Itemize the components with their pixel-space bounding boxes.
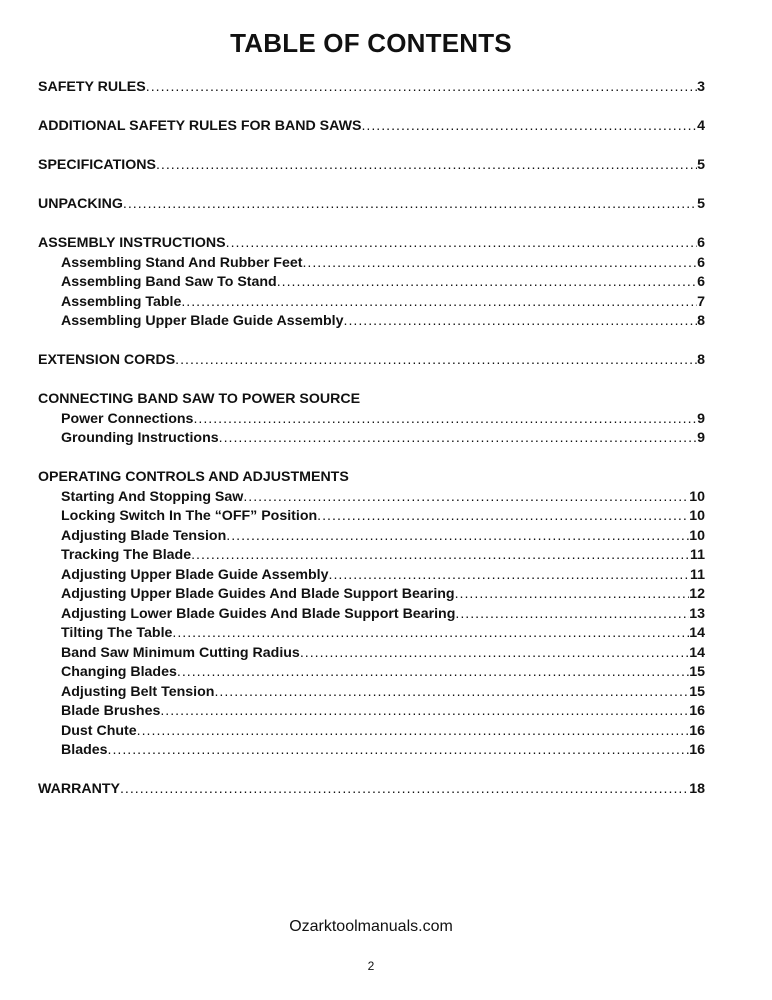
dot-leader: [108, 741, 690, 761]
toc-subentry-label: Assembling Stand And Rubber Feet: [61, 254, 303, 271]
dot-leader: [191, 546, 690, 566]
toc-subentry: [38, 566, 705, 586]
toc-subentry: [38, 546, 705, 566]
toc-page-number: 8: [697, 352, 705, 368]
toc-subentry-label: Assembling Upper Blade Guide Assembly: [61, 313, 344, 329]
toc-page-number: 8: [697, 313, 705, 329]
toc-entry-label: CONNECTING BAND SAW TO POWER SOURCE: [38, 391, 361, 407]
toc-entry: [38, 117, 705, 137]
toc-page-number: 15: [689, 683, 705, 700]
toc-subentry: [38, 644, 705, 664]
table-of-contents: [38, 78, 705, 819]
toc-entry-label: EXTENSION CORDS: [38, 352, 176, 368]
toc-entry-label: SPECIFICATIONS: [38, 157, 156, 173]
dot-leader: [317, 507, 689, 527]
page-title: TABLE OF CONTENTS: [230, 28, 512, 58]
toc-page-number: 10: [689, 527, 705, 544]
toc-page-number: 16: [689, 722, 705, 739]
dot-leader: [277, 273, 697, 293]
toc-subentry-label: Band Saw Minimum Cutting Radius: [61, 644, 300, 661]
dot-leader: [193, 410, 697, 430]
dot-leader: [302, 254, 697, 274]
toc-page-number: 14: [689, 644, 705, 661]
toc-section: [38, 234, 705, 332]
toc-entry-label: OPERATING CONTROLS AND ADJUSTMENTS: [38, 469, 349, 485]
toc-subentry: [38, 585, 705, 605]
toc-subentry-label: Starting And Stopping Saw: [61, 488, 244, 505]
toc-section: [38, 351, 705, 371]
toc-subentry: [38, 312, 705, 332]
toc-subentry-label: Blade Brushes: [61, 703, 161, 719]
toc-page-number: 11: [690, 566, 705, 583]
toc-entry-label: SAFETY RULES: [38, 79, 146, 95]
toc-entry: [38, 468, 705, 488]
toc-subentry: [38, 605, 705, 625]
toc-entry: [38, 234, 705, 254]
toc-subentry-label: Tracking The Blade: [61, 547, 192, 563]
toc-subentry: [38, 273, 705, 293]
dot-leader: [300, 644, 689, 664]
dot-leader: [226, 527, 689, 547]
toc-page-number: 15: [689, 664, 705, 680]
toc-subentry-label: Assembling Band Saw To Stand: [61, 274, 277, 290]
dot-leader: [329, 566, 690, 586]
dot-leader: [455, 585, 690, 605]
toc-section: [38, 780, 705, 800]
toc-page-number: 5: [697, 157, 705, 173]
toc-subentry-label: Blades: [61, 742, 108, 758]
toc-page-number: 3: [697, 79, 705, 95]
toc-page-number: 6: [697, 274, 705, 290]
toc-subentry-label: Grounding Instructions: [61, 430, 219, 446]
toc-subentry-label: Changing Blades: [61, 664, 177, 680]
toc-entry: [38, 156, 705, 176]
toc-page-number: 6: [697, 235, 705, 251]
dot-leader: [120, 780, 689, 800]
dot-leader: [344, 312, 698, 332]
toc-section: [38, 390, 705, 449]
dot-leader: [455, 605, 689, 625]
dot-leader: [361, 117, 697, 137]
dot-leader: [214, 683, 689, 703]
toc-page-number: 6: [697, 254, 705, 271]
toc-entry: [38, 78, 705, 98]
toc-subentry: [38, 293, 705, 313]
dot-leader: [226, 234, 697, 254]
dot-leader: [219, 429, 697, 449]
toc-subentry: [38, 683, 705, 703]
toc-page-number: 9: [697, 410, 705, 427]
toc-subentry-label: Power Connections: [61, 410, 194, 427]
toc-entry-label: WARRANTY: [38, 781, 120, 797]
dot-leader: [137, 722, 690, 742]
toc-page-number: 16: [689, 742, 705, 758]
toc-entry: [38, 390, 705, 410]
toc-page-number: 14: [689, 625, 705, 641]
dot-leader: [156, 156, 697, 176]
toc-subentry: [38, 488, 705, 508]
toc-entry: [38, 780, 705, 800]
toc-subentry-label: Adjusting Upper Blade Guides And Blade Support Bearing: [61, 586, 455, 602]
toc-section: [38, 195, 705, 215]
toc-page-number: 16: [689, 703, 705, 719]
toc-subentry-label: Tilting The Table: [61, 625, 173, 641]
toc-section: [38, 117, 705, 137]
toc-subentry-label: Locking Switch In The “OFF” Position: [61, 508, 318, 524]
dot-leader: [243, 488, 689, 508]
toc-subentry: [38, 663, 705, 683]
toc-subentry: [38, 624, 705, 644]
dot-leader: [181, 293, 697, 313]
toc-subentry-label: Adjusting Belt Tension: [61, 683, 215, 700]
dot-leader: [177, 663, 689, 683]
toc-subentry-label: Adjusting Upper Blade Guide Assembly: [61, 566, 329, 583]
toc-entry-label: ADDITIONAL SAFETY RULES FOR BAND SAWS: [38, 118, 362, 134]
toc-page-number: 18: [689, 781, 705, 797]
dot-leader: [160, 702, 689, 722]
toc-entry-label: ASSEMBLY INSTRUCTIONS: [38, 235, 226, 251]
toc-page-number: 12: [689, 586, 705, 602]
toc-entry-label: UNPACKING: [38, 196, 123, 212]
dot-leader: [175, 351, 697, 371]
toc-entry: [38, 351, 705, 371]
toc-subentry: [38, 254, 705, 274]
toc-page-number: 10: [689, 508, 705, 524]
toc-page-number: 13: [689, 605, 705, 622]
toc-page-number: 10: [689, 488, 705, 505]
toc-page-number: 11: [690, 547, 705, 563]
toc-subentry-label: Adjusting Lower Blade Guides And Blade Support Bearing: [61, 605, 456, 622]
toc-subentry: [38, 722, 705, 742]
toc-subentry: [38, 507, 705, 527]
toc-section: [38, 78, 705, 98]
page-number: 2: [367, 959, 375, 973]
toc-page-number: 9: [697, 430, 705, 446]
dot-leader: [172, 624, 689, 644]
toc-page-number: 5: [697, 196, 705, 212]
toc-subentry: [38, 527, 705, 547]
toc-page-number: 4: [697, 118, 705, 134]
toc-subentry: [38, 702, 705, 722]
dot-leader: [146, 78, 697, 98]
toc-subentry: [38, 741, 705, 761]
toc-subentry-label: Dust Chute: [61, 722, 137, 739]
footer-website: Ozarktoolmanuals.com: [289, 918, 453, 935]
dot-leader: [123, 195, 697, 215]
toc-section: [38, 156, 705, 176]
toc-subentry-label: Adjusting Blade Tension: [61, 527, 227, 544]
toc-page-number: 7: [697, 293, 705, 310]
toc-subentry: [38, 410, 705, 430]
toc-subentry-label: Assembling Table: [61, 293, 182, 310]
toc-subentry: [38, 429, 705, 449]
toc-section: [38, 468, 705, 761]
toc-entry: [38, 195, 705, 215]
